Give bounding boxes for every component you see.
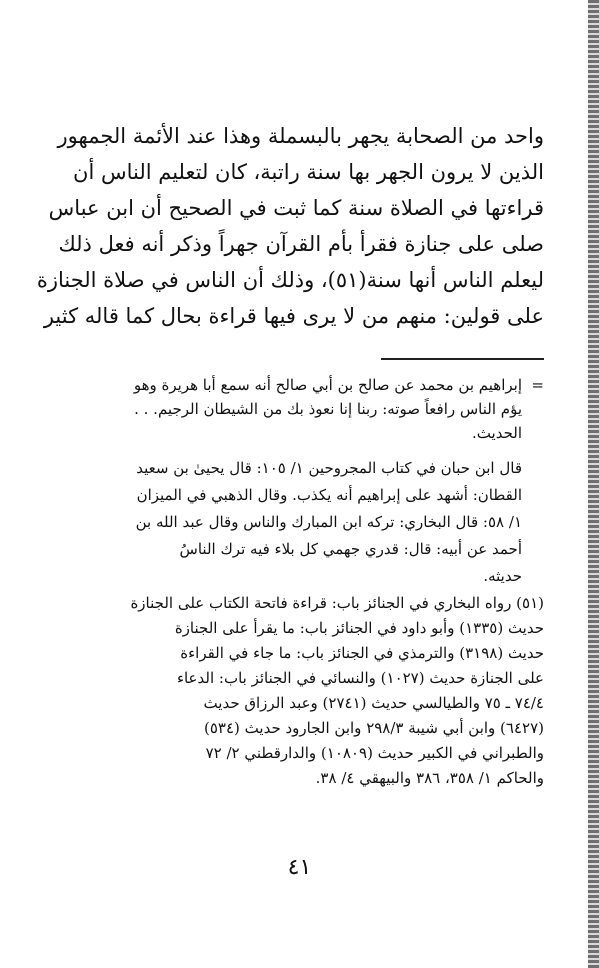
footnote-line: قال ابن حبان في كتاب المجروحين ١/ ١٠٥: قال يحيىٰ بن سعيد bbox=[136, 459, 522, 477]
footnote-line: ٧٤/٤ ـ ٧٥ والطيالسي حديث (٢٧٤١) وعبد الرزاق حديث bbox=[203, 694, 544, 712]
footnote-line bbox=[56, 591, 544, 616]
page-number: ٤١ bbox=[287, 855, 312, 880]
page-edge bbox=[588, 0, 599, 968]
footnote-51-marker: (٥١) bbox=[516, 594, 544, 612]
main-text-line: صلى على جنازة فقرأ بأم القرآن جهراً وذكر أنه فعل ذلك bbox=[58, 232, 544, 256]
footnote-line: ١/ ٥٨: قال البخاري: تركه ابن المبارك والناس وقال عبد الله بن bbox=[135, 513, 522, 531]
footnote-line: والحاكم ١/ ٣٥٨، ٣٨٦ والبيهقي ٤/ ٣٨. bbox=[315, 769, 544, 787]
footnotes bbox=[56, 373, 544, 791]
main-text-line: ليعلم الناس أنها سنة(٥١)، وذلك أن الناس في صلاة الجنازة bbox=[36, 268, 544, 292]
footnote-line: على الجنازة حديث (١٠٢٧) والنسائي في الجنائز باب: الدعاء bbox=[176, 669, 544, 687]
main-text-line: واحد من الصحابة يجهر بالبسملة وهذا عند الأئمة الجمهور bbox=[57, 124, 544, 148]
footnote-line: القطان: أشهد على إبراهيم أنه يكذب. وقال الذهبي في الميزان bbox=[136, 486, 522, 504]
main-text-line: على قولين: منهم من لا يرى فيها قراءة بحال كما قاله كثير bbox=[43, 304, 544, 328]
footnote-line: أحمد عن أبيه: قال: قدري جهمي كل بلاء فيه ترك الناسُ bbox=[179, 540, 522, 558]
footnote-separator bbox=[381, 358, 544, 360]
footnote-line: الحديث. bbox=[472, 424, 522, 442]
footnote-line: يؤم الناس رافعاً صوته: ربنا إنا نعوذ بك من الشيطان الرجيم. . . bbox=[134, 400, 522, 418]
footnote-line: حديث (١٣٣٥) وأبو داود في الجنائز باب: ما يقرأ على الجنازة bbox=[174, 619, 544, 637]
continuation-marker: = bbox=[531, 376, 544, 394]
footnote-51-text: رواه البخاري في الجنائز باب: قراءة فاتحة الكتاب على الجنازة bbox=[130, 594, 512, 612]
footnote-line: حديث (٣١٩٨) والترمذي في الجنائز باب: ما جاء في القراءة bbox=[180, 644, 544, 662]
footnote-51 bbox=[56, 591, 544, 791]
footnote-line: حديثه. bbox=[483, 567, 522, 585]
main-text-line: قراءتها في الصلاة سنة كما ثبت في الصحيح أن ابن عباس bbox=[48, 196, 544, 220]
main-text bbox=[36, 118, 544, 334]
footnote-line: إبراهيم بن محمد عن صالح بن أبي صالح أنه سمع أبا هريرة وهو bbox=[133, 376, 522, 394]
footnote-continuation bbox=[56, 373, 544, 590]
main-text-line: الذين لا يرون الجهر بها سنة راتبة، كان لتعليم الناس أن bbox=[73, 160, 544, 184]
footnote-line: (٦٤٢٧) وابن أبي شيبة ٢٩٨/٣ وابن الجارود حديث (٥٣٤) bbox=[204, 719, 544, 737]
footnote-line: والطبراني في الكبير حديث (١٠٨٠٩) والدارقطني ٢/ ٧٢ bbox=[205, 744, 544, 762]
